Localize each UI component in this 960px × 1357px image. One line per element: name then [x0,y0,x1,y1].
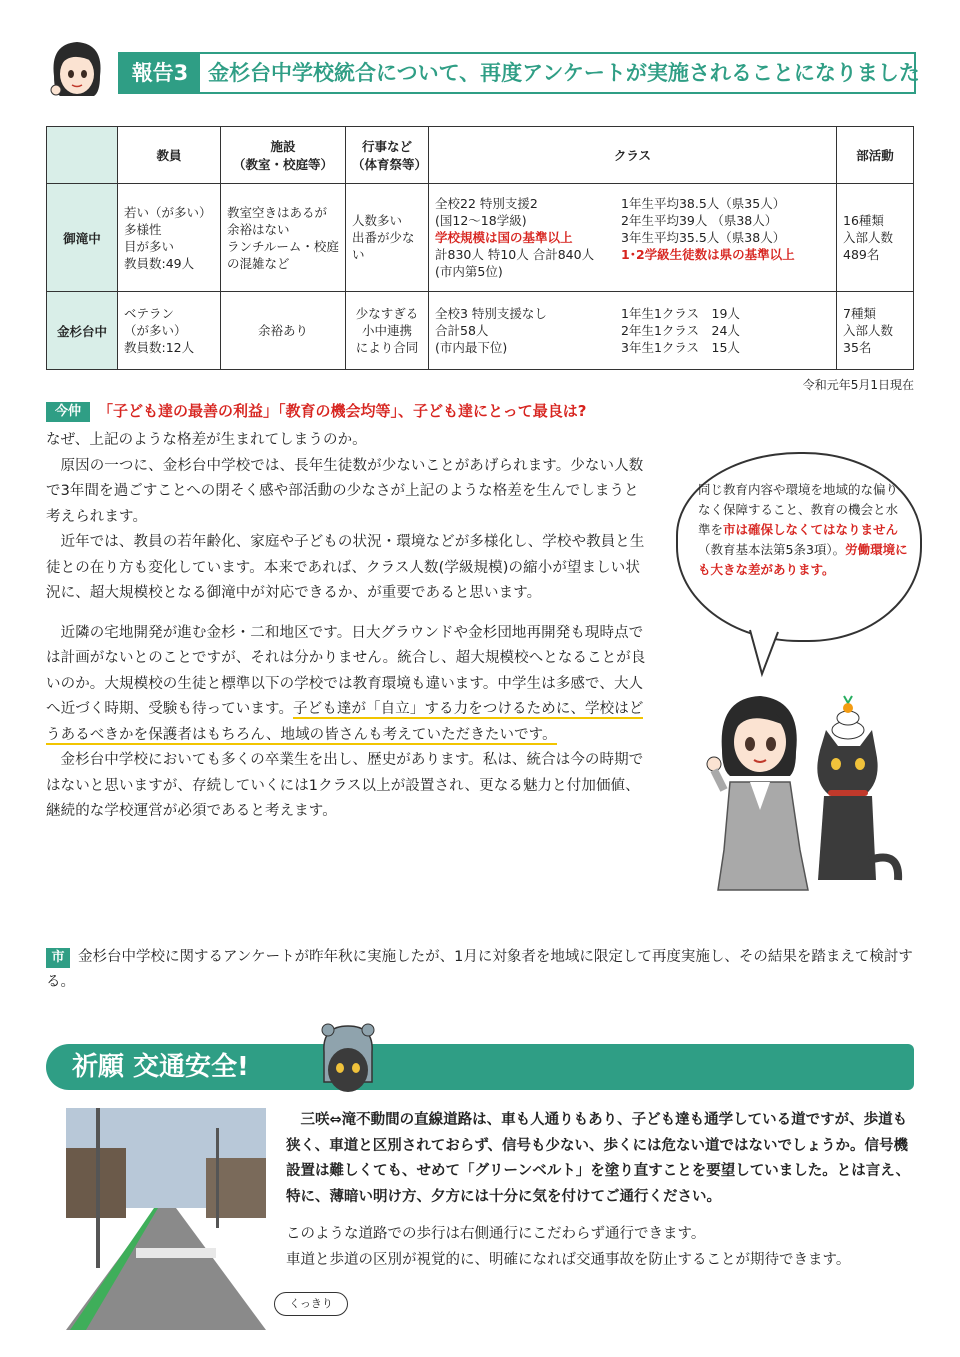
city-answer: 金杉台中学校に関するアンケートが昨年秋に実施したが、1月に対象者を地域に限定して再度実施し、その結果を踏まえて検討する。 [46,949,913,990]
school-comparison-table [46,126,914,370]
traffic-safety-body [286,1108,916,1273]
cell-line: 合計58人 [435,323,489,338]
cell-line: 若い（が多い） [124,204,212,220]
cell-line: 3年生1クラス 15人 [621,340,740,355]
cell-classes [429,292,837,370]
avatar [44,36,110,102]
cell-line: 入部人数 [843,323,894,338]
cell-line: 入部人数 [843,230,894,245]
bubble-text: （教育基本法第5条3項）。 [698,542,846,557]
paragraph [46,621,646,749]
cell-facilities [221,184,346,292]
table-row [47,292,914,370]
section-title: 祈願 交通安全! [72,1052,249,1082]
cell-line: (市内最下位) [435,340,508,355]
cell-line: （が多い） [124,323,187,338]
report-title: 金杉台中学校統合について、再度アンケートが実施されることになりました [208,61,920,85]
cell-line: 3年生平均35.5人（県38人） [621,230,786,245]
photo-caption-bubble: くっきり [274,1292,348,1316]
cell-line: 16種類 [843,213,884,228]
commentary-body [46,428,646,825]
cell-line: 全校3 特別支援なし [435,306,547,321]
cell-classes [429,184,837,292]
cell-line: 余裕あり [257,323,308,338]
header-classes: クラス [429,127,837,184]
paragraph: 三咲⇔滝不動間の直線道路は、車も人通りもあり、子ども達も通学している道ですが、歩道も狭く、車道と区別されておらず、信号も少ない、歩くには危ない道ではないでしょうか。信号機設置は難しくても、せめて「グリーンベルト」を塗り直すことを要望していました。とは言え、特に、薄暗い明け方、夕方には十分に気を付けてご通行ください。 [286,1112,911,1205]
paragraph: 車道と歩道の区別が視覚的に、明確になれば交通事故を防止することが期待できます。 [286,1251,851,1268]
cell-line: により合同 [355,340,419,355]
speaker-tag-city: 市 [46,948,70,968]
header-teachers: 教員 [118,127,221,184]
cell-teachers [118,184,221,292]
cell-line: 目が多い [124,238,175,254]
cell-teachers [118,292,221,370]
cell-line: 全校22 特別支援2 [435,196,538,211]
header-clubs: 部活動 [837,127,914,184]
cell-line: 計830人 特10人 合計840人 [435,247,595,262]
cell-line: 少なすぎる [355,306,419,321]
bubble-highlight: 労働環境にも大きな差があります。 [698,542,908,577]
lead-question: 「子ども達の最善の利益」「教育の機会均等」、子ども達にとって最良は? [98,402,587,420]
paragraph: なぜ、上記のような格差が生まれてしまうのか。 [46,432,367,448]
cat-mascot-icon [318,1022,378,1098]
cell-line: 35名 [843,340,872,355]
cell-events [346,292,429,370]
table-header-row [47,127,914,184]
cell-clubs [837,292,914,370]
paragraph: 近年では、教員の若年齢化、家庭や子どもの状況・環境などが多様化し、学校や教員と生徒との在り方も変化しています。本来であれば、クラス人数(学級規模)の縮小が望ましい状況に、超大規模校となる御滝中が対応できるか、が重要であると思います。 [46,534,645,601]
paragraph-text: 近隣の宅地開発が進む金杉・二和地区です。日大グラウンドや金杉団地再開発も現時点では計画がないとのことですが、それは分かりません。統合し、超大規模校へとなることが良いのか。大規模校の生徒と標準以下の学校では教育環境も違います。中学生は多感で、大人へ近づく時期、受験も待っています。 [46,624,646,717]
highlighted-text: 子ども達が「自立」する力をつけるために、学校はどうあるべきかを保護者はもちろん、地域の皆さんも考えていただきたいです。 [46,701,644,743]
cell-line: 余裕はない [227,221,290,237]
header-events: 行事など （体育祭等） [346,127,429,184]
cell-line: ベテラン [124,306,175,321]
cell-facilities [221,292,346,370]
cell-line: 7種類 [843,306,876,321]
cell-line: 教室空きはあるが [227,204,328,220]
cell-clubs [837,184,914,292]
paragraph: 原因の一つに、金杉台中学校では、長年生徒数が少ないことがあげられます。少ない人数で3年間を過ごすことへの閉そく感や部活動の少なさが上記のような格差を生んでしまうと考えられます。 [46,457,644,525]
cell-line: 小中連携 [361,323,412,338]
cell-line-highlight: 学校規模は国の基準以上 [435,230,573,245]
speech-bubble-text [698,480,910,580]
row-school-name: 御滝中 [47,184,118,292]
cell-line: 2年生1クラス 24人 [621,323,740,338]
report-number-tag: 報告3 [120,54,200,92]
row-school-name: 金杉台中 [47,292,118,370]
cell-line: 1年生1クラス 19人 [621,306,740,321]
as-of-date: 令和元年5月1日現在 [802,378,914,392]
road-photo [66,1108,266,1330]
speech-bubble-tail [748,628,788,678]
cell-line: 2年生平均39人 （県38人） [621,213,778,228]
mascot-illustration [700,690,920,900]
cell-line: 教員数:49人 [124,255,195,271]
paragraph: このような道路での歩行は右側通行にこだわらず通行できます。 [286,1226,706,1242]
table-corner [47,127,118,184]
bubble-text: 同じ教育内容や環境を地域的な偏りなく保障すること、教育の機会と水準を [698,482,899,537]
cell-line: 多様性 [124,221,162,237]
header-facilities: 施設 （教室・校庭等） [221,127,346,184]
cell-line-highlight: 1･2学級生徒数は県の基準以上 [621,247,795,262]
cell-line: ランチルーム・校庭 [227,238,339,254]
cell-line: 人数多い [352,213,403,228]
cell-line: 教員数:12人 [124,340,195,355]
cell-line: 1年生平均38.5人（県35人） [621,196,786,211]
cell-line: の混雑など [227,255,290,271]
speaker-tag-imanaka: 今仲 [46,402,90,422]
bubble-highlight: 市は確保しなくてはなりません [723,522,899,537]
cell-line: (市内第5位) [435,264,503,279]
table-row [47,184,914,292]
cell-line: 出番が少ない [352,230,415,262]
cell-events [346,184,429,292]
cell-line: 489名 [843,247,880,262]
paragraph: 金杉台中学校においても多くの卒業生を出し、歴史があります。私は、統合は今の時期ではないと思いますが、存続していくには1クラス以上が設置され、更なる魅力と付加価値、継続的な学校運営が必須であると考えます。 [46,752,644,819]
cell-line: (国12〜18学級) [435,213,527,228]
